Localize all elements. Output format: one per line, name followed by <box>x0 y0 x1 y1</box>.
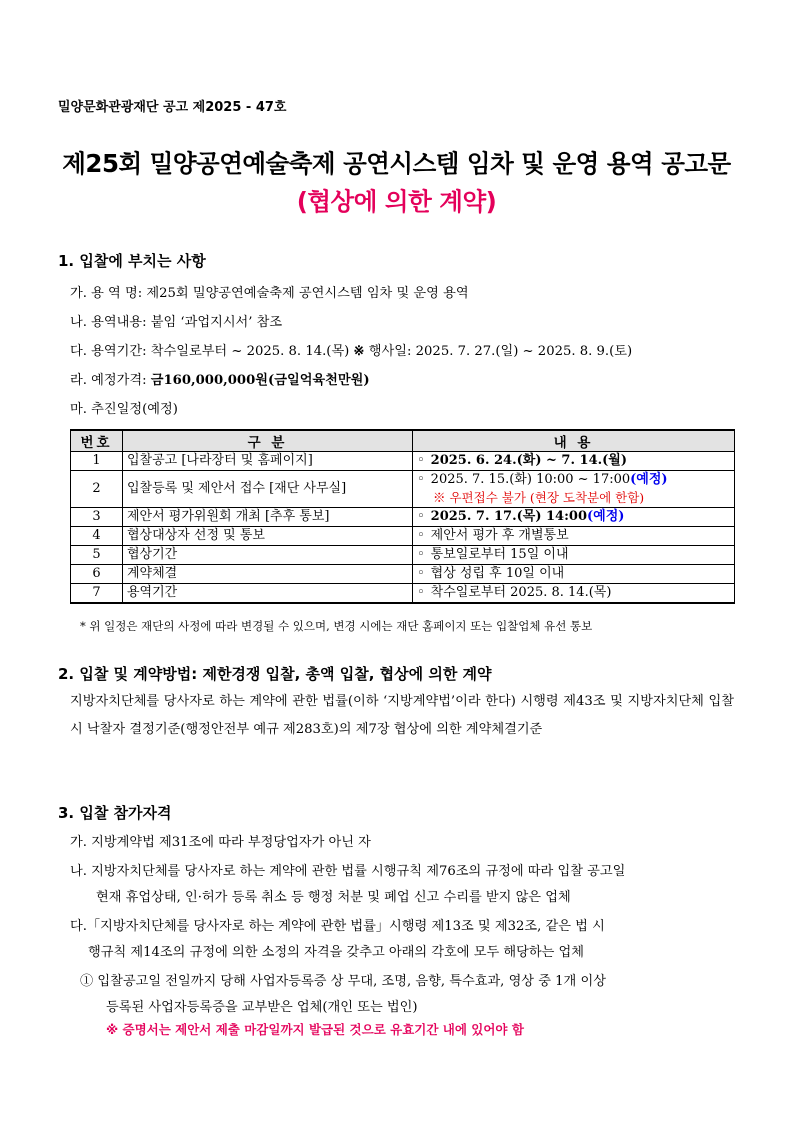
row-category: 입찰공고 [나라장터 및 홈페이지] <box>123 452 413 471</box>
section-2-heading: 2. 입찰 및 계약방법: 제한경쟁 입찰, 총액 입찰, 협상에 의한 계약 <box>58 665 492 683</box>
item-label: 라. 예정가격: <box>70 373 147 388</box>
item-service-period <box>70 340 632 359</box>
item-label: 마. 추진일정(예정) <box>70 402 178 417</box>
item-value: 제25회 밀양공연예술축제 공연시스템 임차 및 운영 용역 <box>146 286 469 301</box>
row-category: 제안서 평가위원회 개최 [추후 통보] <box>123 508 413 527</box>
table-row <box>71 546 735 565</box>
bullet-icon: ◦ <box>417 528 425 543</box>
row-number: 1 <box>71 452 123 471</box>
page-subtitle: (협상에 의한 계약) <box>296 187 497 216</box>
row-category: 협상기간 <box>123 546 413 565</box>
reference-mark: ※ <box>353 344 365 359</box>
row-number: 3 <box>71 508 123 527</box>
table-row <box>71 527 735 546</box>
row-content: ◦ 착수일로부터 2025. 8. 14.(목) <box>413 584 735 604</box>
item-service-content <box>70 311 282 330</box>
tentative-tag: (예정) <box>630 472 668 487</box>
eligibility-sub-1-line1: ① 입찰공고일 전일까지 당해 사업자등록증 상 무대, 조명, 음향, 특수효과, 영상 중 1개 이상 <box>80 974 606 989</box>
eligibility-sub-1-line2: 등록된 사업자등록증을 교부받은 업체(개인 또는 법인) <box>106 1000 418 1015</box>
schedule-table <box>70 429 735 604</box>
item-label: 나. 용역내용: <box>70 315 147 330</box>
table-row <box>71 471 735 508</box>
table-row <box>71 565 735 584</box>
page-title: 제25회 밀양공연예술축제 공연시스템 임차 및 운영 용역 공고문 <box>62 149 731 178</box>
header-content: 내 용 <box>413 430 735 452</box>
bullet-icon: ◦ <box>417 585 425 600</box>
row-content: ◦ 2025. 7. 15.(화) 10:00 ~ 17:00(예정) ※ 우편접수 불가 (현장 도착분에 한함) <box>413 471 735 508</box>
bullet-icon: ◦ <box>417 547 425 562</box>
row-number: 4 <box>71 527 123 546</box>
table-header-row <box>71 430 735 452</box>
row-category: 용역기간 <box>123 584 413 604</box>
row-content: ◦ 협상 성립 후 10일 이내 <box>413 565 735 584</box>
row-category: 협상대상자 선정 및 통보 <box>123 527 413 546</box>
row-content: ◦ 통보일로부터 15일 이내 <box>413 546 735 565</box>
tentative-tag: (예정) <box>587 509 625 524</box>
row-content: ◦ 제안서 평가 후 개별통보 <box>413 527 735 546</box>
item-label: 가. 용 역 명: <box>70 286 143 301</box>
section-1-heading: 1. 입찰에 부치는 사항 <box>58 252 206 270</box>
row-number: 5 <box>71 546 123 565</box>
eligibility-item-b-line2: 현재 휴업상태, 인·허가 등록 취소 등 행정 처분 및 폐업 신고 수리를 받지 않은 업체 <box>96 890 571 905</box>
mail-notice: ※ 우편접수 불가 (현장 도착분에 한함) <box>433 490 645 505</box>
header-category: 구 분 <box>123 430 413 452</box>
bullet-icon: ◦ <box>417 472 425 487</box>
item-schedule <box>70 398 178 417</box>
item-value: 붙임 ‘과업지시서’ 참조 <box>150 315 283 330</box>
item-value: 금160,000,000원(금일억육천만원) <box>150 373 370 388</box>
table-row <box>71 508 735 527</box>
header-number: 번호 <box>71 430 123 452</box>
item-value: 착수일로부터 ~ 2025. 8. 14.(목) <box>150 344 350 359</box>
event-dates: 행사일: 2025. 7. 27.(일) ~ 2025. 8. 9.(토) <box>368 344 633 359</box>
table-row <box>71 452 735 471</box>
row-category: 계약체결 <box>123 565 413 584</box>
row-number: 7 <box>71 584 123 604</box>
bullet-icon: ◦ <box>417 509 425 524</box>
table-row <box>71 584 735 604</box>
schedule-footnote: * 위 일정은 재단의 사정에 따라 변경될 수 있으며, 변경 시에는 재단 홈페이지 또는 입찰업체 유선 통보 <box>80 619 593 633</box>
item-estimated-price <box>70 369 370 388</box>
row-content: ◦ 2025. 7. 17.(목) 14:00(예정) <box>413 508 735 527</box>
certificate-note: ※ 증명서는 제안서 제출 마감일까지 발급된 것으로 유효기간 내에 있어야 함 <box>106 1022 524 1037</box>
eligibility-item-c-line1: 다.「지방자치단체를 당사자로 하는 계약에 관한 법률」시행령 제13조 및 제32조, 같은 법 시 <box>70 919 605 934</box>
item-service-name <box>70 282 469 301</box>
eligibility-item-a: 가. 지방계약법 제31조에 따라 부정당업자가 아닌 자 <box>70 835 371 850</box>
eligibility-item-b-line1: 나. 지방자치단체를 당사자로 하는 계약에 관한 법률 시행규칙 제76조의 규정에 따라 입찰 공고일 <box>70 864 626 879</box>
bullet-icon: ◦ <box>417 566 425 581</box>
section-2-body: 지방자치단체를 당사자로 하는 계약에 관한 법률(이하 ‘지방계약법’이라 한다) 시행령 제43조 및 지방자치단체 입찰시 낙찰자 결정기준(행정안전부 예규 제283호)의 제7장 협상에 의한 계약체결기준 <box>70 694 734 737</box>
bullet-icon: ◦ <box>417 453 425 468</box>
row-number: 6 <box>71 565 123 584</box>
row-category: 입찰등록 및 제안서 접수 [재단 사무실] <box>123 471 413 508</box>
row-content: ◦ 2025. 6. 24.(화) ~ 7. 14.(월) <box>413 452 735 471</box>
section-3-heading: 3. 입찰 참가자격 <box>58 804 172 822</box>
item-label: 다. 용역기간: <box>70 344 147 359</box>
eligibility-item-c-line2: 행규칙 제14조의 규정에 의한 소정의 자격을 갖추고 아래의 각호에 모두 해당하는 업체 <box>88 945 585 960</box>
notice-number: 밀양문화관광재단 공고 제2025 - 47호 <box>58 100 287 115</box>
row-number: 2 <box>71 471 123 508</box>
